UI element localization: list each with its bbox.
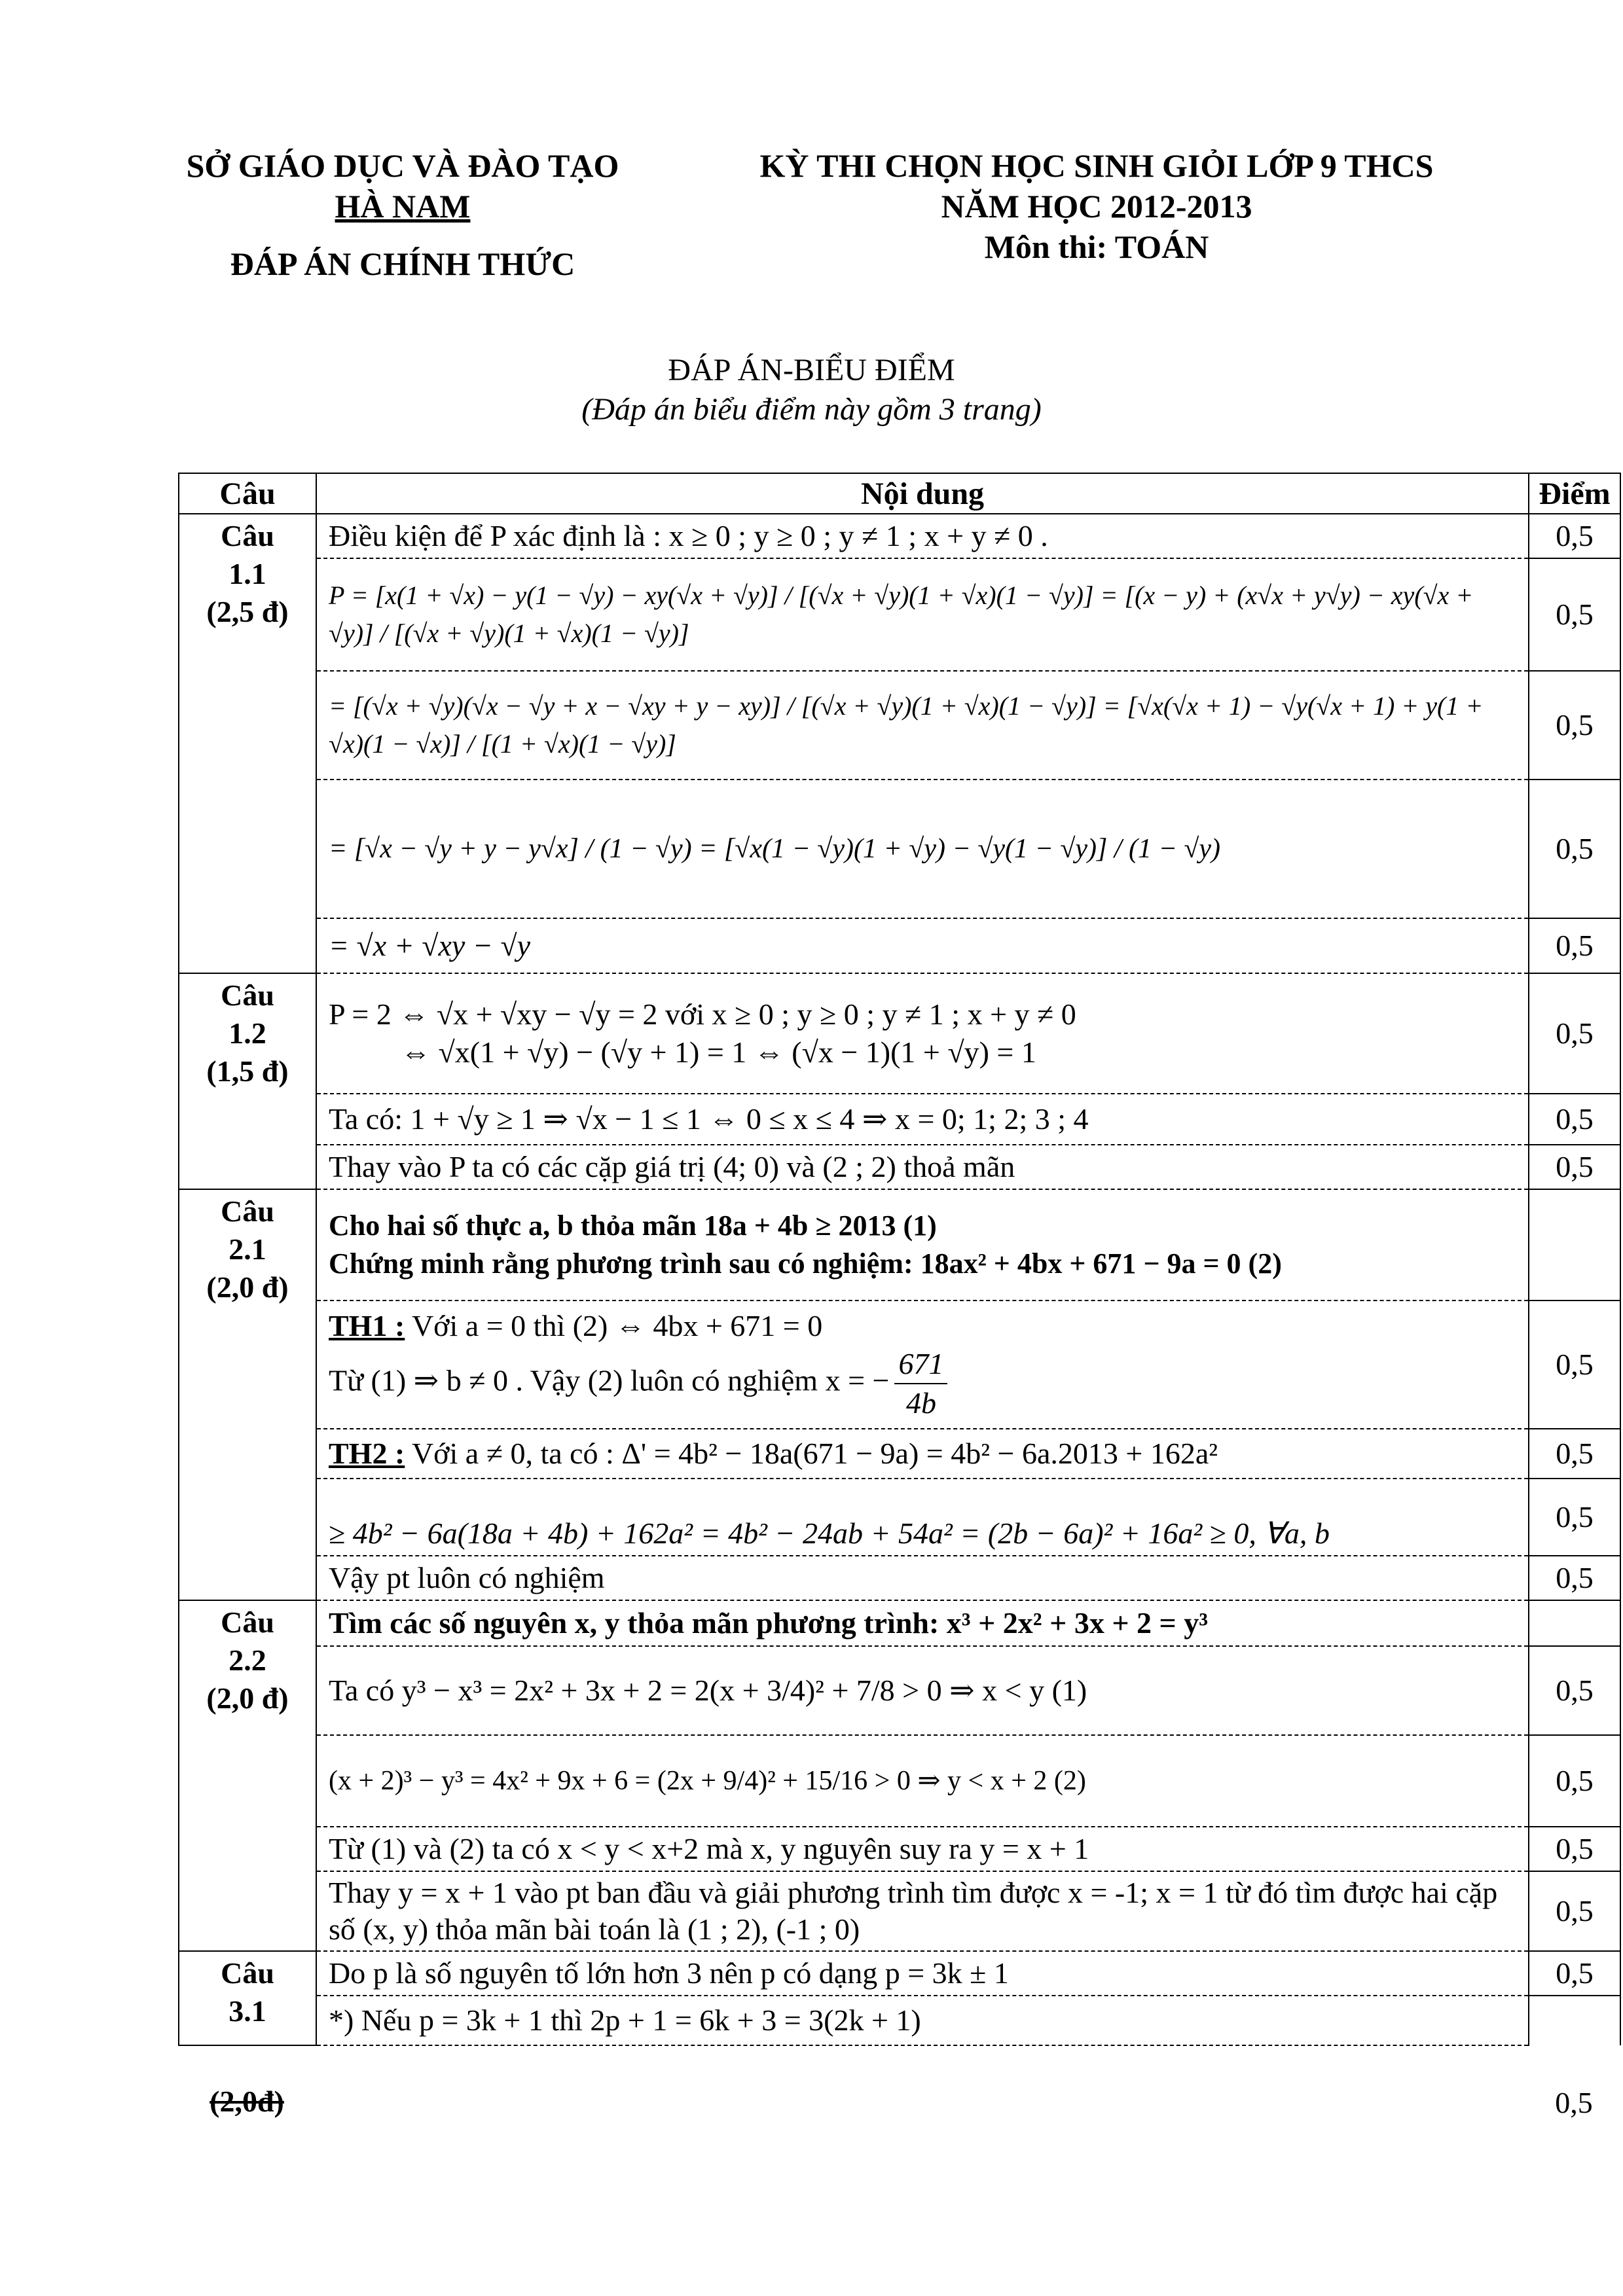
content-cell <box>316 1429 1529 1479</box>
table-row <box>179 1300 1620 1429</box>
point-cell: 0,5 <box>1529 780 1620 918</box>
content-cell: = √x + √xy − √y <box>316 918 1529 973</box>
content-cell: = [√x − √y + y − y√x] / (1 − √y) = [√x(1 − √y)(1 + √y) − √y(1 − √y)] / (1 − √y) <box>316 780 1529 918</box>
dept-header <box>151 145 655 284</box>
content-cell: Tìm các số nguyên x, y thỏa mãn phương trình: x³ + 2x² + 3x + 2 = y³ <box>316 1600 1529 1646</box>
point-cell: 0,5 <box>1529 1827 1620 1871</box>
case-text: Từ (1) ⇒ b ≠ 0 . Vậy (2) luôn có nghiệm x = − <box>329 1363 890 1397</box>
content-cell: Vậy pt luôn có nghiệm <box>316 1556 1529 1600</box>
table-row <box>179 1429 1620 1479</box>
content-cell <box>316 973 1529 1094</box>
content-cell: Điều kiện để P xác định là : x ≥ 0 ; y ≥ 0 ; y ≠ 1 ; x + y ≠ 0 . <box>316 514 1529 558</box>
point-cell: 0,5 <box>1529 1145 1620 1189</box>
content-cell: Do p là số nguyên tố lớn hơn 3 nên p có dạng p = 3k ± 1 <box>316 1951 1529 1996</box>
point-cell: 0,5 <box>1529 1556 1620 1600</box>
table-row <box>179 514 1620 558</box>
point-cell: 0,5 <box>1529 973 1620 1094</box>
point-cell: 0,5 <box>1529 1300 1620 1429</box>
table-row <box>179 1189 1620 1300</box>
school-year: NĂM HỌC 2012-2013 <box>941 188 1252 224</box>
content-cell: ≥ 4b² − 6a(18a + 4b) + 162a² = 4b² − 24ab + 54a² = (2b − 6a)² + 16a² ≥ 0, ∀a, b <box>316 1479 1529 1556</box>
page-subtitle: (Đáp án biểu điểm này gồm 3 trang) <box>581 392 1042 427</box>
content-cell: Ta có y³ − x³ = 2x² + 3x + 2 = 2(x + 3/4)² + 7/8 > 0 ⇒ x < y (1) <box>316 1646 1529 1735</box>
col-header-cau: Câu <box>179 473 316 514</box>
point-cell-empty <box>1529 1189 1620 1300</box>
content-cell <box>316 1300 1529 1429</box>
answer-table <box>178 473 1621 2046</box>
content-cell <box>316 1189 1529 1300</box>
table-row <box>179 1646 1620 1735</box>
content-line <box>329 1307 1516 1345</box>
point-cell: 0,5 <box>1529 671 1620 780</box>
point-cell: 0,5 <box>1529 1871 1620 1951</box>
content-cell: Ta có: 1 + √y ≥ 1 ⇒ √x − 1 ≤ 1 ⇔ 0 ≤ x ≤ 4 ⇒ x = 0; 1; 2; 3 ; 4 <box>316 1094 1529 1145</box>
point-cell: 0,5 <box>1529 1094 1620 1145</box>
fraction <box>894 1345 947 1422</box>
col-header-diem: Điểm <box>1529 473 1620 514</box>
question-label-1-1: Câu 1.1 (2,5 đ) <box>179 514 316 973</box>
table-row <box>179 671 1620 780</box>
dept-name: SỞ GIÁO DỤC VÀ ĐÀO TẠO <box>186 147 619 184</box>
question-label-line: 3.1 <box>228 1994 266 2028</box>
content-cell: Thay y = x + 1 vào pt ban đầu và giải phương trình tìm được x = -1; x = 1 từ đó tìm được hai cặp số (x, y) thỏa mãn bài toán là (1 ; 2), (-1 ; 0) <box>316 1871 1529 1951</box>
question-label-2-1: Câu 2.1 (2,0 đ) <box>179 1189 316 1600</box>
province-name: HÀ NAM <box>335 188 471 224</box>
point-cell: 0,5 <box>1529 1735 1620 1827</box>
content-cell: *) Nếu p = 3k + 1 thì 2p + 1 = 6k + 3 = 3(2k + 1) <box>316 1996 1529 2045</box>
point-cell: 0,5 <box>1529 1951 1620 1996</box>
table-row <box>179 558 1620 671</box>
table-row <box>179 1479 1620 1556</box>
question-label-1-2: Câu 1.2 (1,5 đ) <box>179 973 316 1189</box>
content-cell: Từ (1) và (2) ta có x < y < x+2 mà x, y nguyên suy ra y = x + 1 <box>316 1827 1529 1871</box>
question-label-3-1-points: (2,0đ) <box>210 2085 284 2118</box>
table-row <box>179 1556 1620 1600</box>
content-cell: Thay vào P ta có các cặp giá trị (4; 0) và (2 ; 2) thoả mãn <box>316 1145 1529 1189</box>
table-header-row <box>179 473 1620 514</box>
col-header-noidung: Nội dung <box>316 473 1529 514</box>
point-cell: 0,5 <box>1529 1479 1620 1556</box>
official-answer-label: ĐÁP ÁN CHÍNH THỨC <box>230 245 575 282</box>
content-cell: P = [x(1 + √x) − y(1 − √y) − xy(√x + √y)] / [(√x + √y)(1 + √x)(1 − √y)] = [(x − y) + (x√x + y√y) − xy(√x + √y)] / [(√x + √y)(1 + √x)(1 − √y)] <box>316 558 1529 671</box>
table-row <box>179 1827 1620 1871</box>
fraction-denominator: 4b <box>905 1386 936 1420</box>
point-cell-empty <box>1529 1996 1620 2045</box>
content-line <box>329 1345 1516 1422</box>
exam-header <box>707 145 1486 267</box>
content-line: ⇔ √x(1 + √y) − (√y + 1) = 1 ⇔ (√x − 1)(1 + √y) = 1 <box>401 1035 1036 1069</box>
case-text: Với a = 0 thì (2) ⇔ 4bx + 671 = 0 <box>405 1309 823 1342</box>
content-cell: = [(√x + √y)(√x − √y + x − √xy + y − xy)] / [(√x + √y)(1 + √x)(1 − √y)] = [√x(√x + 1) − √y(√x + 1) + y(1 + √x)(1 − √x)] / [(1 + √x)(1 − √y)] <box>316 671 1529 780</box>
table-row <box>179 1871 1620 1951</box>
point-cell: 0,5 <box>1529 558 1620 671</box>
case-text: Với a ≠ 0, ta có : Δ' = 4b² − 18a(671 − 9a) = 4b² − 6a.2013 + 162a² <box>405 1437 1218 1470</box>
table-row <box>179 1600 1620 1646</box>
table-row <box>179 918 1620 973</box>
question-label-3-1 <box>179 1951 316 2045</box>
table-row <box>179 973 1620 1094</box>
table-row <box>179 780 1620 918</box>
table-row <box>179 1145 1620 1189</box>
point-cell: 0,5 <box>1529 1646 1620 1735</box>
content-line: Cho hai số thực a, b thỏa mãn 18a + 4b ≥ 2013 (1) <box>329 1210 937 1242</box>
point-cell: 0,5 <box>1529 514 1620 558</box>
table-row <box>179 1735 1620 1827</box>
content-line: P = 2 ⇔ √x + √xy − √y = 2 với x ≥ 0 ; y ≥ 0 ; y ≠ 1 ; x + y ≠ 0 <box>329 997 1076 1031</box>
question-label-line: Câu <box>221 1956 274 1990</box>
content-cell: (x + 2)³ − y³ = 4x² + 9x + 6 = (2x + 9/4)² + 15/16 > 0 ⇒ y < x + 2 (2) <box>316 1735 1529 1827</box>
table-row <box>179 1996 1620 2045</box>
table-row <box>179 1094 1620 1145</box>
page-title: ĐÁP ÁN-BIỂU ĐIỂM <box>668 353 955 387</box>
case-label: TH1 : <box>329 1309 405 1342</box>
table-row <box>179 1951 1620 1996</box>
question-label-2-2: Câu 2.2 (2,0 đ) <box>179 1600 316 1951</box>
point-cell: 0,5 <box>1529 1429 1620 1479</box>
point-cell-empty <box>1529 1600 1620 1646</box>
exam-name: KỲ THI CHỌN HỌC SINH GIỎI LỚP 9 THCS <box>759 147 1434 184</box>
subject: Môn thi: TOÁN <box>984 228 1209 265</box>
point-cell-overflow: 0,5 <box>1555 2086 1593 2119</box>
case-label: TH2 : <box>329 1437 405 1470</box>
point-cell: 0,5 <box>1529 918 1620 973</box>
content-line: Chứng minh rằng phương trình sau có nghiệm: 18ax² + 4bx + 671 − 9a = 0 (2) <box>329 1247 1282 1280</box>
fraction-numerator: 671 <box>894 1345 947 1384</box>
